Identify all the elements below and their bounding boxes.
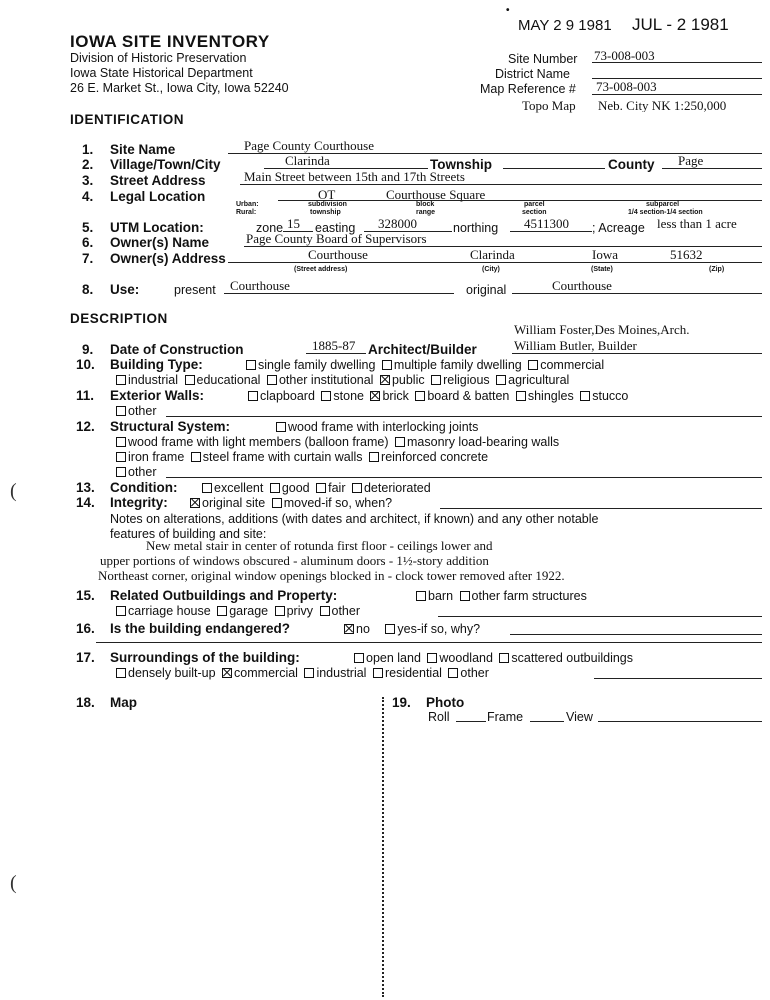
garage-checkbox[interactable] (217, 606, 227, 616)
carriage-house-checkbox[interactable] (116, 606, 126, 616)
outbuildings-label: Related Outbuildings and Property: (110, 588, 338, 603)
alterations-note-1: Notes on alterations, additions (with dates and architect, if known) and any other notable (110, 512, 599, 526)
endangered-label: Is the building endangered? (110, 621, 291, 636)
range-caption: range (416, 209, 436, 216)
structural-system-label: Structural System: (110, 419, 231, 434)
balloon-frame-checkbox[interactable] (116, 437, 126, 447)
original-site-checkbox[interactable] (190, 498, 200, 508)
building-type-label: Building Type: (110, 357, 203, 372)
identification-heading: IDENTIFICATION (70, 112, 184, 127)
subdivision-caption: subdivision (308, 201, 347, 208)
district-label: District Name (495, 67, 571, 81)
architect-value: William Foster,Des Moines,Arch. (514, 322, 690, 337)
subparcel-caption: subparcel (646, 201, 680, 208)
integrity-label: Integrity: (110, 495, 168, 510)
reinforced-concrete-checkbox[interactable] (369, 452, 379, 462)
builder-value: William Butler, Builder (514, 338, 637, 353)
owner-address-line (228, 262, 762, 263)
construction-date-label: Date of Construction (110, 342, 244, 357)
field-10-number: 10. (76, 357, 95, 372)
surroundings-label: Surroundings of the building: (110, 650, 300, 665)
field-7-number: 7. (82, 251, 94, 266)
site-name-label: Site Name (110, 142, 176, 157)
outbuildings-row-2: carriage house garage privy other (116, 605, 360, 618)
map-label: Map (110, 695, 137, 710)
field-14-number: 14. (76, 495, 95, 510)
owner-zip-value: 51632 (670, 247, 703, 262)
parcel-caption: parcel (524, 201, 545, 208)
form-title: IOWA SITE INVENTORY (70, 32, 270, 51)
field-18-number: 18. (76, 695, 95, 710)
structural-other-checkbox[interactable] (116, 467, 126, 477)
multiple-family-checkbox[interactable] (382, 360, 392, 370)
city-value: Clarinda (285, 153, 330, 168)
educational-checkbox[interactable] (185, 375, 195, 385)
surroundings-row-1: open land woodland scattered outbuildings (354, 652, 633, 665)
present-use-line (224, 293, 454, 294)
endangered-no-checkbox[interactable] (344, 624, 354, 634)
structural-other-line (166, 477, 762, 478)
clapboard-checkbox[interactable] (248, 391, 258, 401)
agency-line-3: 26 E. Market St., Iowa City, Iowa 52240 (70, 81, 289, 95)
commercial-surroundings-checkbox[interactable] (222, 668, 232, 678)
corner-mark: • (506, 5, 510, 16)
moved-checkbox[interactable] (272, 498, 282, 508)
woodland-checkbox[interactable] (427, 653, 437, 663)
walls-other-line (166, 416, 762, 417)
view-line (598, 721, 762, 722)
topo-label: Topo Map (522, 98, 576, 113)
other-institutional-checkbox[interactable] (267, 375, 277, 385)
shingles-checkbox[interactable] (516, 391, 526, 401)
field-2-number: 2. (82, 157, 94, 172)
received-stamp-2: JUL - 2 1981 (632, 15, 729, 34)
condition-label: Condition: (110, 480, 178, 495)
religious-checkbox[interactable] (431, 375, 441, 385)
building-type-row-2: industrial educational other institutional public religious agricultural (116, 374, 572, 387)
field-9-number: 9. (82, 342, 94, 357)
legal-location-label: Legal Location (110, 189, 206, 204)
integrity-row: original site moved-if so, when? (190, 497, 392, 510)
use-label: Use: (110, 282, 140, 297)
condition-row: excellent good fair deteriorated (202, 482, 434, 495)
agricultural-checkbox[interactable] (496, 375, 506, 385)
building-type-row-1: single family dwelling multiple family dwelling commercial (246, 359, 607, 372)
surroundings-other-line (594, 678, 762, 679)
state-caption: (State) (591, 266, 613, 273)
original-use-label: original (466, 283, 507, 297)
topo-value: Neb. City NK 1:250,000 (598, 99, 727, 112)
site-name-value: Page County Courthouse (244, 138, 374, 153)
county-value: Page (678, 153, 704, 168)
structural-other: other (116, 466, 157, 479)
margin-mark-lower: ( (10, 872, 17, 894)
walls-other-checkbox[interactable] (116, 406, 126, 416)
roll-label: Roll (428, 710, 450, 724)
field-6-number: 6. (82, 235, 94, 250)
industrial-surroundings-checkbox[interactable] (304, 668, 314, 678)
commercial-checkbox[interactable] (528, 360, 538, 370)
interlocking-joints-checkbox[interactable] (276, 422, 286, 432)
original-use-value: Courthouse (552, 278, 612, 293)
scattered-outbuildings-checkbox[interactable] (499, 653, 509, 663)
northing-line (510, 231, 592, 232)
northing-label: northing (453, 221, 499, 235)
site-number-value: 73-008-003 (594, 48, 655, 63)
owner-name-value: Page County Board of Supervisors (246, 231, 427, 246)
present-use-value: Courthouse (230, 278, 290, 293)
moved-when-line (440, 508, 762, 509)
utm-label: UTM Location: (110, 220, 204, 235)
township-line (503, 168, 605, 169)
legal-subdivision-value: OT (318, 187, 336, 202)
deteriorated-checkbox[interactable] (352, 483, 362, 493)
single-family-checkbox[interactable] (246, 360, 256, 370)
outbuildings-row-1: barn other farm structures (416, 590, 587, 603)
architect-builder-line (512, 353, 762, 354)
alteration-text-1: New metal stair in center of rotunda first floor - ceilings lower and (146, 538, 493, 553)
easting-value: 328000 (378, 216, 417, 231)
site-number-label: Site Number (508, 52, 578, 66)
field-19-number: 19. (392, 695, 411, 710)
street-caption: (Street address) (294, 266, 348, 273)
field-11-number: 11. (76, 388, 95, 403)
structural-row-1: wood frame with interlocking joints (276, 421, 478, 434)
view-label: View (566, 710, 593, 724)
structural-row-3: iron frame steel frame with curtain walls reinforced concrete (116, 451, 491, 464)
brick-checkbox[interactable] (370, 391, 380, 401)
county-line (662, 168, 762, 169)
owner-state-value: Iowa (592, 247, 618, 262)
exterior-walls-label: Exterior Walls: (110, 388, 205, 403)
open-land-checkbox[interactable] (354, 653, 364, 663)
legal-location-line (278, 200, 762, 201)
description-heading: DESCRIPTION (70, 311, 168, 326)
frame-line (530, 721, 564, 722)
field-15-number: 15. (76, 588, 95, 603)
public-checkbox[interactable] (380, 375, 390, 385)
architect-builder-label: Architect/Builder (368, 342, 477, 357)
agency-line-2: Iowa State Historical Department (70, 66, 253, 80)
surroundings-row-2: densely built-up commercial industrial residential other (116, 667, 489, 680)
legal-block-value: Courthouse Square (386, 187, 486, 202)
city-label: Village/Town/City (110, 157, 221, 172)
northing-value: 4511300 (524, 216, 570, 231)
zone-value: 15 (287, 216, 300, 231)
outbuildings-other-checkbox[interactable] (320, 606, 330, 616)
field-16-number: 16. (76, 621, 95, 636)
original-use-line (512, 293, 762, 294)
field-17-number: 17. (76, 650, 95, 665)
barn-checkbox[interactable] (416, 591, 426, 601)
acreage-label: ; Acreage (592, 221, 645, 235)
iron-frame-checkbox[interactable] (116, 452, 126, 462)
section-caption: section (522, 209, 547, 216)
frame-label: Frame (487, 710, 524, 724)
acreage-value: less than 1 acre (657, 217, 737, 230)
field-4-number: 4. (82, 189, 94, 204)
received-stamp-1: MAY 2 9 1981 (518, 17, 612, 34)
endangered-yes-checkbox[interactable] (385, 624, 395, 634)
fair-checkbox[interactable] (316, 483, 326, 493)
privy-checkbox[interactable] (275, 606, 285, 616)
endangered-extra-line (96, 642, 762, 643)
field-3-number: 3. (82, 173, 94, 188)
zip-caption: (Zip) (709, 266, 725, 273)
exterior-walls-other: other (116, 405, 157, 418)
site-number-line (592, 62, 762, 63)
surroundings-other-checkbox[interactable] (448, 668, 458, 678)
township-caption: township (310, 209, 341, 216)
agency-line-1: Division of Historic Preservation (70, 51, 247, 65)
stucco-checkbox[interactable] (580, 391, 590, 401)
construction-date-line (306, 353, 366, 354)
owner-street-value: Courthouse (308, 247, 368, 262)
board-batten-checkbox[interactable] (415, 391, 425, 401)
roll-line (456, 721, 486, 722)
map-photo-divider (382, 697, 384, 997)
farm-structures-checkbox[interactable] (460, 591, 470, 601)
masonry-checkbox[interactable] (395, 437, 405, 447)
excellent-checkbox[interactable] (202, 483, 212, 493)
zone-label: zone (256, 221, 284, 235)
county-label: County (608, 157, 655, 172)
street-address-label: Street Address (110, 173, 206, 188)
block-caption: block (416, 201, 435, 208)
present-use-label: present (174, 283, 216, 297)
residential-checkbox[interactable] (373, 668, 383, 678)
owner-city-value: Clarinda (470, 247, 515, 262)
street-address-value: Main Street between 15th and 17th Streets (244, 169, 465, 184)
map-ref-label: Map Reference # (480, 82, 576, 96)
alteration-text-2: upper portions of windows obscured - aluminum doors - 1½-story addition (100, 553, 489, 568)
field-12-number: 12. (76, 419, 95, 434)
stone-checkbox[interactable] (321, 391, 331, 401)
field-13-number: 13. (76, 480, 95, 495)
map-ref-value: 73-008-003 (596, 79, 657, 94)
alterations-note-2: features of building and site: (110, 527, 267, 541)
street-address-line (240, 184, 762, 185)
field-8-number: 8. (82, 282, 94, 297)
owner-address-label: Owner(s) Address (110, 251, 226, 266)
photo-label: Photo (426, 695, 465, 710)
field-1-number: 1. (82, 142, 94, 157)
structural-row-2: wood frame with light members (balloon frame) masonry load-bearing walls (116, 436, 562, 449)
steel-frame-checkbox[interactable] (191, 452, 201, 462)
city-caption: (City) (482, 266, 500, 273)
easting-label: easting (315, 221, 356, 235)
industrial-checkbox[interactable] (116, 375, 126, 385)
urban-label: Urban: (236, 201, 259, 208)
good-checkbox[interactable] (270, 483, 280, 493)
township-label: Township (430, 157, 492, 172)
endangered-row: no yes-if so, why? (344, 623, 480, 636)
field-5-number: 5. (82, 220, 94, 235)
construction-date-value: 1885-87 (312, 338, 356, 353)
owner-name-label: Owner(s) Name (110, 235, 210, 250)
densely-built-up-checkbox[interactable] (116, 668, 126, 678)
rural-label: Rural: (236, 209, 257, 216)
endangered-why-line (510, 634, 762, 635)
map-ref-line (592, 94, 762, 95)
margin-mark-upper: ( (10, 480, 17, 502)
alteration-text-3: Northeast corner, original window openings blocked in - clock tower removed after 1922. (98, 568, 565, 583)
exterior-walls-row-1: clapboard stone brick board & batten shingles stucco (248, 390, 631, 403)
quarter-section-caption: 1/4 section-1/4 section (628, 209, 703, 216)
outbuildings-other-line (438, 616, 762, 617)
